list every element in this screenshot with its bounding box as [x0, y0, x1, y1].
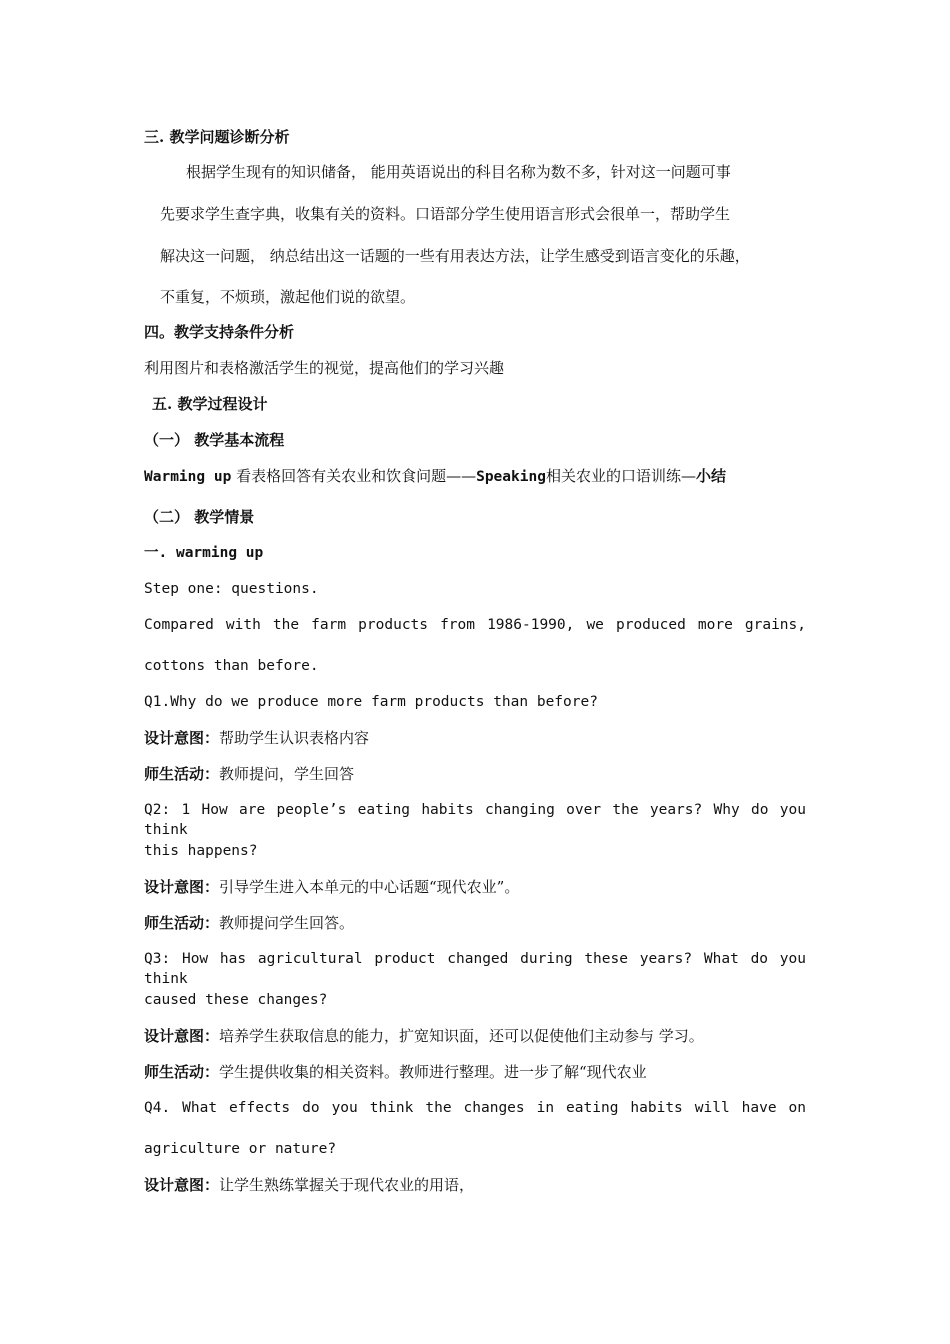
- flow-summary: 小结: [695, 467, 726, 485]
- flow-warming-up: Warming up: [144, 469, 232, 485]
- question-3-line-2: caused these changes?: [144, 992, 328, 1008]
- activity-label: 师生活动：: [144, 914, 220, 932]
- q1-design-intent: [144, 728, 369, 748]
- q3-activity: [144, 1062, 647, 1082]
- question-1: Q1.Why do we produce more farm products than before?: [144, 694, 598, 710]
- design-intent-text: 让学生熟练掌握关于现代农业的用语，: [219, 1176, 475, 1194]
- q4-design-intent: [144, 1175, 474, 1195]
- warming-up-heading: 一. warming up: [144, 545, 264, 561]
- section-3-paragraph-line-2: 先要求学生查字典，收集有关的资料。口语部分学生使用语言形式会很单一，帮助学生: [160, 205, 731, 223]
- compared-line-2: cottons than before.: [144, 658, 319, 674]
- section-5-heading: 五. 教学过程设计: [152, 395, 268, 413]
- flow-step-oral: 相关农业的口语训练—: [545, 467, 696, 485]
- q2-activity: [144, 913, 354, 933]
- q3-design-intent: [144, 1026, 704, 1046]
- step-one-line: Step one: questions.: [144, 581, 319, 597]
- design-intent-label: 设计意图：: [144, 1027, 220, 1045]
- question-2-line-1: Q2: 1 How are people’s eating habits changing over the years? Why do you think: [144, 802, 806, 838]
- section-3-paragraph-line-3: 解决这一问题， 纳总结出这一话题的一些有用表达方法，让学生感受到语言变化的乐趣，: [160, 247, 750, 265]
- question-4-line-2: agriculture or nature?: [144, 1141, 337, 1157]
- section-3-heading: 三. 教学问题诊断分析: [144, 128, 290, 146]
- question-2-line-2: this happens?: [144, 843, 258, 859]
- activity-label: 师生活动：: [144, 765, 220, 783]
- design-intent-text: 培养学生获取信息的能力，扩宽知识面，还可以促使他们主动参与 学习。: [219, 1027, 704, 1045]
- design-intent-label: 设计意图：: [144, 729, 220, 747]
- activity-text: 教师提问，学生回答: [219, 765, 355, 783]
- compared-line-1: Compared with the farm products from 1986-1990, we produced more grains,: [144, 617, 806, 633]
- activity-text: 教师提问学生回答。: [219, 914, 355, 932]
- section-3-paragraph-line-1: 根据学生现有的知识储备， 能用英语说出的科目名称为数不多，针对这一问题可事: [186, 163, 731, 181]
- section-4-heading: 四。教学支持条件分析: [144, 323, 295, 341]
- subsection-1-heading: （一） 教学基本流程: [144, 431, 285, 449]
- flow-step-table: 看表格回答有关农业和饮食问题——: [231, 467, 477, 485]
- activity-text: 学生提供收集的相关资料。教师进行整理。进一步了解“现代农业: [219, 1063, 647, 1081]
- q2-design-intent: [144, 877, 519, 897]
- question-4-line-1: Q4. What effects do you think the changes in eating habits will have on: [144, 1100, 806, 1116]
- design-intent-label: 设计意图：: [144, 1176, 220, 1194]
- design-intent-text: 帮助学生认识表格内容: [219, 729, 370, 747]
- section-3-paragraph-line-4: 不重复，不烦琐，激起他们说的欲望。: [160, 288, 416, 306]
- design-intent-label: 设计意图：: [144, 878, 220, 896]
- activity-label: 师生活动：: [144, 1063, 220, 1081]
- flow-line: [144, 466, 726, 487]
- section-4-text: 利用图片和表格激活学生的视觉，提高他们的学习兴趣: [144, 359, 505, 377]
- design-intent-text: 引导学生进入本单元的中心话题“现代农业”。: [219, 878, 520, 896]
- question-3-line-1: Q3: How has agricultural product changed during these years? What do you think: [144, 951, 806, 987]
- flow-speaking: Speaking: [476, 469, 546, 485]
- q1-activity: [144, 764, 354, 784]
- subsection-2-heading: （二） 教学情景: [144, 508, 255, 526]
